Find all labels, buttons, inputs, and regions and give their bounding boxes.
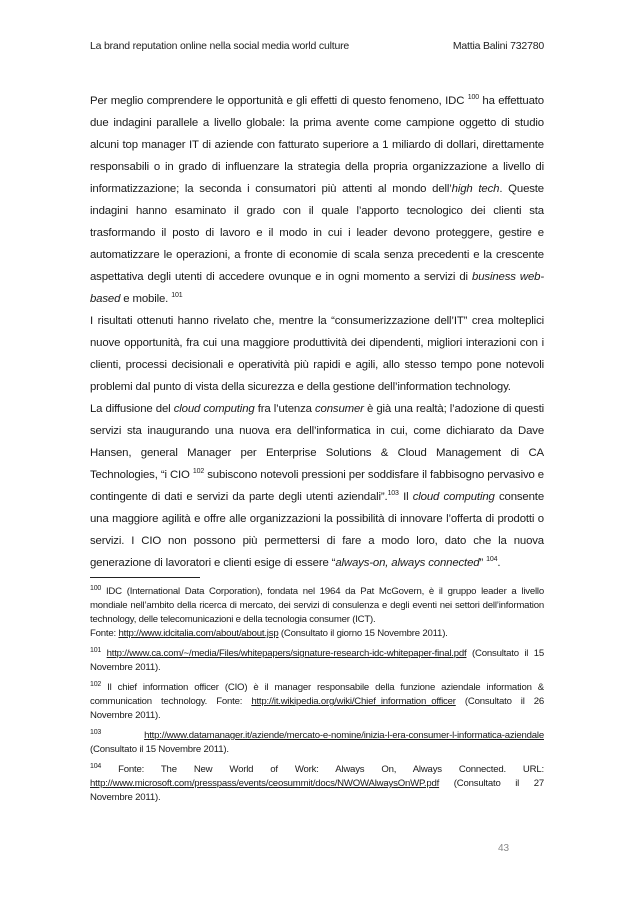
text-run: ” [479,557,487,569]
text-run: . [497,557,501,569]
footnote-ref-102[interactable]: 102 [192,468,205,476]
footnotes [90,585,544,811]
text-run: La diffusione del [90,403,174,415]
footnote-102 [90,681,544,723]
footnote-ref-101[interactable]: 101 [171,292,183,300]
footnote-number: 104 [90,762,102,770]
footnote-100 [90,585,544,641]
page-number: 43 [498,843,510,854]
footnote-ref-100[interactable]: 100 [467,94,479,102]
footnote-number: 103 [90,728,102,736]
text-run: ha effettuato due indagini parallele a livello globale: la prima avente come campione oggetto di studio alcuni top manager IT di aziende con fatturato superiore a 1 miliardo di dollari, direttamente responsabili o in grado di influenzare la strategia della propria organizzazione a livello di informatizzazione; la seconda i consumatori più attenti al mondo dell’ [90,95,544,195]
footnote-text: Fonte: The New World of Work: Always On, Always Connected. URL: [101,764,544,775]
header-author: Mattia Balini 732780 [452,40,544,52]
footnote-number: 102 [90,680,102,688]
footnote-link[interactable]: http://www.microsoft.com/presspass/events/ceosummit/docs/NWOWAlwaysOnWP.pdf [90,778,440,789]
footnote-ref-104[interactable]: 104 [486,556,498,564]
text-run: e mobile. [120,293,172,305]
paragraph-2: I risultati ottenuti hanno rivelato che, mentre la “consumerizzazione dell’IT” crea molteplici nuove opportunità, fra cui una maggiore produttività dei dipendenti, migliori interazioni con i clienti, processi decisionali e operatività più rapidi e agili, allo stesso tempo pone notevoli problemi dal punto di vista della sicurezza e della gestione dell’information technology. [90,315,544,393]
footnote-link[interactable]: http://it.wikipedia.org/wiki/Chief_information_officer [251,696,456,707]
footnote-link[interactable]: http://www.idcitalia.com/about/about.jsp [118,628,279,639]
paragraph-3 [90,398,544,574]
text-run: . Queste indagini hanno esaminato il grado con il quale l’apporto tecnologico dei clienti sta trasformando il posto di lavoro e il modo in cui i leader devono proteggere, gestire e automatizzare le operazioni, a fronte di economie di scala senza precedenti e la crescente aspettativa degli utenti di accedere ovunque e in ogni momento a servizi di [90,183,544,283]
footnote-103 [90,729,544,757]
italic-term: business web-based [90,271,544,305]
text-run: è già una realtà; l’adozione di questi servizi sta inaugurando una nuova era dell’informatica in cui, come dichiarato da Dave Hansen, general Manager per Enterprise Solutions & Cloud Management di CA Technologies, “i CIO [90,403,544,481]
footnote-text: IDC (International Data Corporation), fondata nel 1964 da Pat McGovern, è il gruppo leader a livello mondiale nell’ambito della ricerca di mercato, dei servizi di consulenza e degli eventi nei settori dell’information technology, delle telecomunicazioni e della tecnologia consumer (ICT). [90,586,544,625]
text-run: Per meglio comprendere le opportunità e gli effetti di questo fenomeno, IDC [90,95,468,107]
footnote-text: (Consultato il giorno 15 Novembre 2011). [278,628,448,639]
footnote-link[interactable]: http://www.datamanager.it/aziende/mercato-e-nomine/inizia-l-era-consumer-l-informatica-aziendale [144,730,544,741]
footnote-text: Fonte: [90,628,119,639]
footnote-text: (Consultato il 27 Novembre 2011). [90,778,544,803]
footnote-text: (Consultato il 15 Novembre 2011). [90,744,229,755]
italic-term: cloud computing [173,403,255,415]
running-header [90,40,544,52]
footnote-text: Il chief information officer (CIO) è il manager responsabile della funzione aziendale information & communication technology. Fonte: [90,682,544,707]
footnote-link[interactable]: http://www.ca.com/~/media/Files/whitepapers/signature-research-idc-whitepaper-final.pdf [106,648,467,659]
text-run: Il [398,491,413,503]
footnote-ref-103[interactable]: 103 [387,490,399,498]
footnote-number: 100 [90,584,102,592]
footnote-text: (Consultato il 26 Novembre 2011). [90,696,544,721]
footnote-101 [90,647,544,675]
footnote-104 [90,763,544,805]
text-run: subiscono notevoli pressioni per soddisfare il fabbisogno pervasivo e contingente di dati e servizi da parte degli utenti aziendali”. [90,469,544,503]
italic-term: consumer [315,403,364,415]
footnote-text: (Consultato il 15 Novembre 2011). [90,648,544,673]
footnote-number: 101 [90,646,102,654]
text-run: fra l’utenza [254,403,315,415]
header-title: La brand reputation online nella social media world culture [90,40,350,52]
body-text [90,90,544,574]
footnote-separator [90,577,200,578]
italic-term: cloud computing [412,491,495,503]
text-run: consente una maggiore agilità e offre alle organizzazioni la possibilità di innovare l’offerta di prodotti o servizi. I CIO non possono più permettersi di fare a modo loro, dato che la nuova generazione di lavoratori e clienti esige di essere “ [90,491,545,569]
italic-term: always-on, always connected [335,557,480,569]
italic-term: high tech [451,183,500,195]
paragraph-1 [90,90,544,310]
